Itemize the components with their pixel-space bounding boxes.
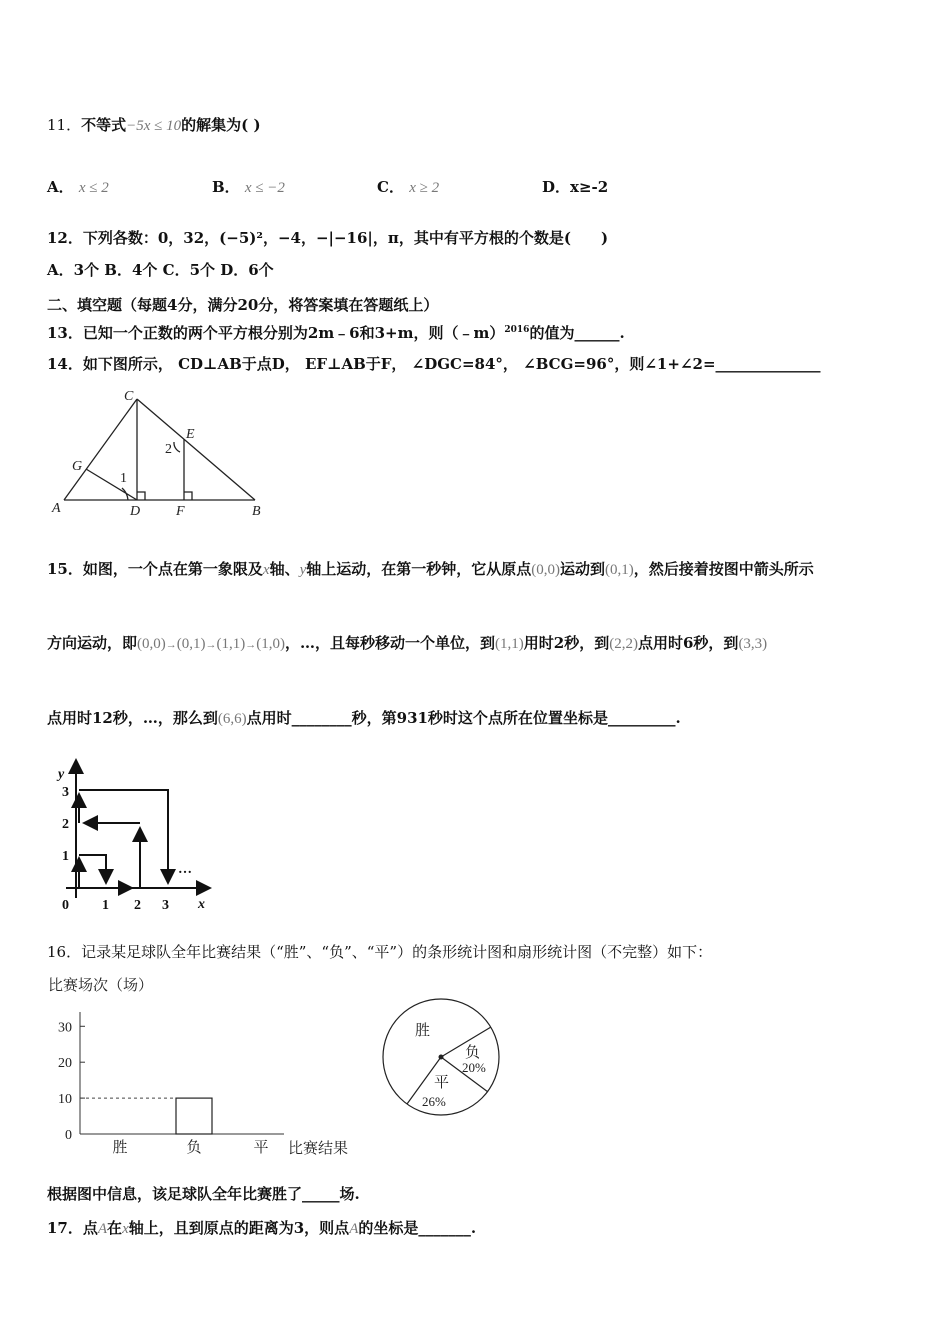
x-category-label: 平	[253, 1138, 269, 1156]
q11-option-b[interactable]	[212, 178, 285, 197]
math-point: (0,1)	[605, 562, 634, 578]
text: ，…，且每秒移动一个单位，到	[285, 634, 496, 652]
x-tick: 2	[134, 898, 141, 913]
q13-exponent: 2016	[504, 325, 530, 335]
q11-option-a[interactable]	[47, 178, 109, 197]
q15-line-3	[47, 709, 681, 728]
q11-inequality: −5x ≤ 10	[126, 118, 182, 134]
chart-ylabel: 比赛场次（场）	[48, 976, 154, 994]
math-point: (1,0)	[256, 636, 286, 652]
text: 方向运动，即	[47, 634, 138, 652]
right-angle-f	[184, 492, 192, 500]
math-point: (6,6)	[217, 711, 247, 727]
label-b: B	[252, 504, 261, 519]
q11-pre: 不等式	[81, 116, 127, 134]
arrow: →	[245, 639, 257, 651]
math-point: (1,1)	[216, 636, 246, 652]
origin-label: 0	[62, 898, 69, 913]
q11-option-c[interactable]	[377, 178, 439, 197]
q13-stem	[47, 321, 625, 342]
text: 运动到	[560, 560, 606, 578]
math-a: A	[97, 1221, 108, 1237]
math-a: A	[349, 1221, 359, 1237]
math-y: y	[299, 562, 307, 578]
arrow: →	[205, 639, 217, 651]
option-label: B．	[212, 178, 240, 196]
text: 轴上，且到原点的距离为3，则点	[128, 1219, 350, 1237]
option-value: x ≤ 2	[78, 180, 109, 196]
text: 轴上运动，在第一秒钟，它从原点	[306, 560, 532, 578]
chart-xlabel: 比赛结果	[288, 1139, 349, 1157]
ellipsis: …	[178, 862, 192, 877]
chart-axes	[80, 1012, 284, 1134]
y-tick-label: 0	[65, 1128, 72, 1143]
triangle-figure	[40, 384, 280, 524]
option-label: A．	[47, 178, 74, 196]
math-point: (2,2)	[609, 636, 638, 652]
y-label: y	[58, 767, 65, 782]
pie-label-loss: 负	[465, 1045, 481, 1061]
math-x: x	[262, 562, 270, 578]
label-c: C	[124, 389, 134, 404]
bar	[176, 1098, 212, 1134]
path-arrow	[79, 855, 106, 881]
text: 用时2秒，到	[523, 634, 610, 652]
text: ，然后接着按图中箭头所示	[633, 560, 814, 578]
q15-line-2	[47, 634, 767, 654]
label-f: F	[176, 504, 185, 519]
pie-center	[439, 1055, 444, 1060]
math-point: (1,1)	[495, 636, 524, 652]
angle-1-arc	[122, 488, 128, 500]
q11-number: 11．	[47, 116, 82, 134]
y-tick-label: 20	[58, 1056, 72, 1072]
q17-stem	[47, 1219, 476, 1238]
x-category-label: 胜	[112, 1138, 128, 1156]
text: 点用时________秒，第931秒时这个点所在位置坐标是_________.	[246, 709, 681, 727]
chart-ticks	[58, 1020, 85, 1143]
pie-percent-loss: 20%	[462, 1060, 486, 1075]
math-point: (0,0)	[531, 562, 561, 578]
pie-chart	[378, 993, 508, 1123]
q12-options[interactable]: A．3个 B．4个 C．5个 D．6个	[47, 261, 274, 279]
math-point: (0,1)	[176, 636, 206, 652]
pie-label-draw: 平	[434, 1075, 450, 1091]
pie-percent-draw: 26%	[422, 1094, 446, 1109]
angle-2-arc	[174, 442, 180, 452]
q14-stem: 14．如下图所示， CD⊥AB于点D， EF⊥AB于F， ∠DGC=84°， ∠BCG=96°，则∠1+∠2=______________	[47, 355, 821, 373]
q15-line-1	[47, 560, 814, 579]
y-tick: 1	[62, 849, 69, 864]
spiral-path-figure	[48, 758, 228, 913]
pie-label-win: 胜	[415, 1023, 431, 1039]
text: 在	[107, 1219, 123, 1237]
text: 轴、	[269, 560, 300, 578]
q11-stem	[47, 116, 261, 135]
option-value: x ≤ −2	[244, 180, 285, 196]
y-tick: 3	[62, 785, 69, 800]
label-e: E	[186, 427, 195, 442]
path-arrow	[79, 790, 168, 881]
chart-bars	[80, 1098, 269, 1156]
math-x: x	[122, 1221, 129, 1237]
label-a: A	[52, 501, 61, 516]
text: 15．如图，一个点在第一象限及	[47, 560, 263, 578]
right-angle-d	[137, 492, 145, 500]
label-angle-1: 1	[120, 471, 127, 486]
y-tick-label: 10	[58, 1092, 72, 1108]
x-label: x	[198, 897, 205, 912]
x-category-label: 负	[186, 1138, 202, 1156]
option-value: x≥-2	[570, 178, 609, 196]
q13-pre: 13．已知一个正数的两个平方根分别为2m﹣6和3+m，则（﹣m）	[47, 324, 505, 342]
x-tick: 3	[162, 898, 169, 913]
x-tick: 1	[102, 898, 109, 913]
section-heading: 二、填空题（每题4分，满分20分，将答案填在答题纸上）	[47, 296, 439, 314]
q16-question: 根据图中信息，该足球队全年比赛胜了_____场.	[47, 1185, 360, 1203]
arrow: →	[165, 639, 177, 651]
bar-chart	[44, 972, 364, 1164]
math-point: (3,3)	[738, 636, 768, 652]
option-value: x ≥ 2	[409, 180, 440, 196]
option-label: C．	[377, 178, 404, 196]
text: 点用时12秒，…，那么到	[47, 709, 218, 727]
y-tick: 2	[62, 817, 69, 832]
q16-stem: 16．记录某足球队全年比赛结果（“胜”、“负”、“平”）的条形统计图和扇形统计图（不完整）如下：	[47, 943, 713, 961]
label-g: G	[72, 459, 83, 474]
math-point: (0,0)	[137, 636, 166, 652]
text: 点用时6秒，到	[637, 634, 739, 652]
segment-gd	[86, 469, 137, 500]
option-label: D．	[542, 178, 571, 196]
y-tick-label: 30	[58, 1020, 72, 1036]
text: 17．点	[47, 1219, 98, 1237]
text: 的坐标是_______.	[358, 1219, 477, 1237]
q11-option-d[interactable]	[542, 178, 608, 196]
q12-stem: 12．下列各数：0，32，(−5)²，−4，−|−16|，π，其中有平方根的个数是( )	[47, 229, 609, 247]
q11-post: 的解集为( )	[181, 116, 261, 134]
label-d: D	[130, 504, 141, 519]
label-angle-2: 2	[165, 442, 172, 457]
q13-post: 的值为______.	[529, 324, 625, 342]
side-cb	[137, 399, 255, 500]
